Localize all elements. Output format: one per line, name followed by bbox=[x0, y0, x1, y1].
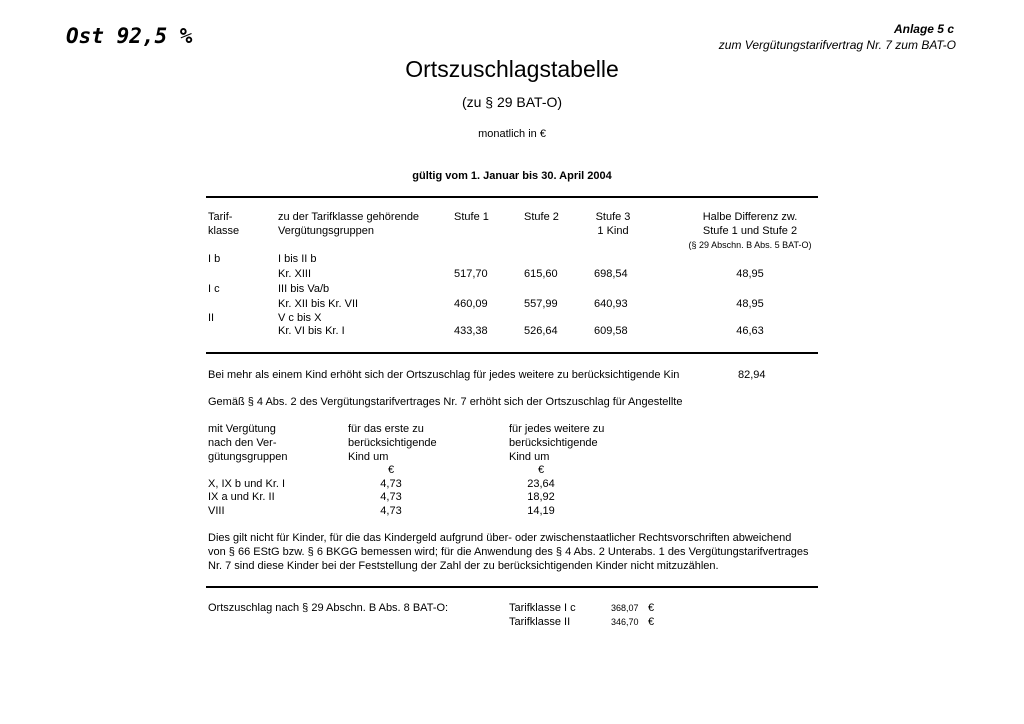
supp-currency-further: € bbox=[537, 464, 545, 476]
footer-klasse: Tarifklasse I c bbox=[509, 602, 576, 614]
divider-footer bbox=[206, 586, 818, 588]
table-row-half: 46,63 bbox=[736, 325, 764, 337]
divider-top bbox=[206, 196, 818, 198]
table-row-stufe2: 526,64 bbox=[524, 325, 558, 337]
header-stufe3-kind: 1 Kind bbox=[597, 225, 629, 237]
supp-header-further: für jedes weitere zu bbox=[509, 423, 605, 435]
list-item-further: 14,19 bbox=[527, 505, 555, 517]
list-item-further: 18,92 bbox=[527, 491, 555, 503]
table-row-group: III bis Va/b bbox=[278, 283, 330, 295]
unit-note: monatlich in € bbox=[478, 128, 546, 140]
page-subtitle: (zu § 29 BAT-O) bbox=[461, 94, 563, 110]
table-row-klasse: I b bbox=[208, 253, 221, 265]
table-row-half: 48,95 bbox=[736, 298, 764, 310]
supp-header-first: für das erste zu bbox=[348, 423, 424, 435]
note-line: Nr. 7 sind diese Kinder bei der Feststellung der Zahl der zu berücksichtigenden Kinder nicht mitzuzählen. bbox=[208, 560, 719, 572]
table-row-group: I bis II b bbox=[278, 253, 317, 265]
footer-currency: € bbox=[648, 616, 655, 628]
note-line: Dies gilt nicht für Kinder, für die das Kindergeld aufgrund über- oder zwischenstaatlicher Rechtsvorschriften abweichend bbox=[208, 532, 792, 544]
extra-child-text: Bei mehr als einem Kind erhöht sich der Ortszuschlag für jedes weitere zu berücksichtigende Kin bbox=[208, 369, 680, 381]
paragraph-4-text: Gemäß § 4 Abs. 2 des Vergütungstarifvertrages Nr. 7 erhöht sich der Ortszuschlag für Angestellte bbox=[208, 396, 683, 408]
supp-header-group: mit Vergütung bbox=[208, 423, 276, 435]
page-title: Ortszuschlagstabelle bbox=[405, 56, 619, 82]
header-stufe3: Stufe 3 bbox=[595, 211, 631, 223]
header-half-diff-ref: (§ 29 Abschn. B Abs. 5 BAT-O) bbox=[688, 240, 812, 250]
note-line: von § 66 EStG bzw. § 6 BKGG bemessen wird; für die Anwendung des § 4 Abs. 2 Unterabs. 1 des Vergütungstarifvertrages bbox=[208, 546, 809, 558]
table-row-stufe1: 433,38 bbox=[454, 325, 488, 337]
list-item-group: X, IX b und Kr. I bbox=[208, 478, 286, 490]
supp-header-first: berücksichtigende bbox=[348, 437, 437, 449]
header-stufe2: Stufe 2 bbox=[524, 211, 559, 223]
supp-currency-first: € bbox=[387, 464, 395, 476]
supp-header-group: nach den Ver- bbox=[208, 437, 277, 449]
table-row-klasse: I c bbox=[208, 283, 220, 295]
annex-label: Anlage 5 c bbox=[893, 22, 954, 36]
header-klasse: klasse bbox=[208, 225, 240, 237]
supp-header-further: Kind um bbox=[509, 451, 550, 463]
footer-value: 346,70 bbox=[611, 617, 639, 627]
supp-header-group: gütungsgruppen bbox=[208, 451, 288, 463]
header-group: zu der Tarifklasse gehörende bbox=[278, 211, 420, 223]
list-item-first: 4,73 bbox=[380, 478, 402, 490]
table-row-kr: Kr. VI bis Kr. I bbox=[278, 325, 345, 337]
list-item-group: IX a und Kr. II bbox=[208, 491, 275, 503]
footer-klasse: Tarifklasse II bbox=[509, 616, 571, 628]
table-row-stufe1: 517,70 bbox=[454, 268, 488, 280]
footer-label: Ortszuschlag nach § 29 Abschn. B Abs. 8 BAT-O: bbox=[208, 602, 449, 614]
table-row-stufe2: 615,60 bbox=[524, 268, 558, 280]
stamp-text: Ost 92,5 % bbox=[66, 24, 193, 48]
list-item-further: 23,64 bbox=[527, 478, 555, 490]
validity-period: gültig vom 1. Januar bis 30. April 2004 bbox=[412, 170, 612, 182]
extra-child-value: 82,94 bbox=[738, 369, 766, 381]
annex-subtitle: zum Vergütungstarifvertrag Nr. 7 zum BAT-O bbox=[718, 38, 956, 52]
list-item-first: 4,73 bbox=[380, 491, 402, 503]
header-group-2: Vergütungsgruppen bbox=[278, 225, 375, 237]
table-row-half: 48,95 bbox=[736, 268, 764, 280]
footer-value: 368,07 bbox=[611, 603, 639, 613]
header-tarif: Tarif- bbox=[208, 211, 233, 223]
table-row-group: V c bis X bbox=[278, 312, 322, 324]
divider-table-bottom bbox=[206, 352, 818, 354]
header-stufe1: Stufe 1 bbox=[454, 211, 489, 223]
table-row-stufe2: 557,99 bbox=[524, 298, 558, 310]
table-row-kr: Kr. XIII bbox=[278, 268, 312, 280]
table-row-stufe3: 609,58 bbox=[594, 325, 628, 337]
table-row-stufe3: 640,93 bbox=[594, 298, 628, 310]
list-item-group: VIII bbox=[208, 505, 225, 517]
footer-currency: € bbox=[648, 602, 655, 614]
table-row-stufe1: 460,09 bbox=[454, 298, 488, 310]
table-row-klasse: II bbox=[208, 312, 215, 324]
header-half-diff-2: Stufe 1 und Stufe 2 bbox=[702, 225, 798, 237]
table-row-kr: Kr. XII bis Kr. VII bbox=[278, 298, 359, 310]
header-half-diff: Halbe Differenz zw. bbox=[702, 211, 798, 223]
supp-header-further: berücksichtigende bbox=[509, 437, 598, 449]
supp-header-first: Kind um bbox=[348, 451, 389, 463]
list-item-first: 4,73 bbox=[380, 505, 402, 517]
table-row-stufe3: 698,54 bbox=[594, 268, 628, 280]
